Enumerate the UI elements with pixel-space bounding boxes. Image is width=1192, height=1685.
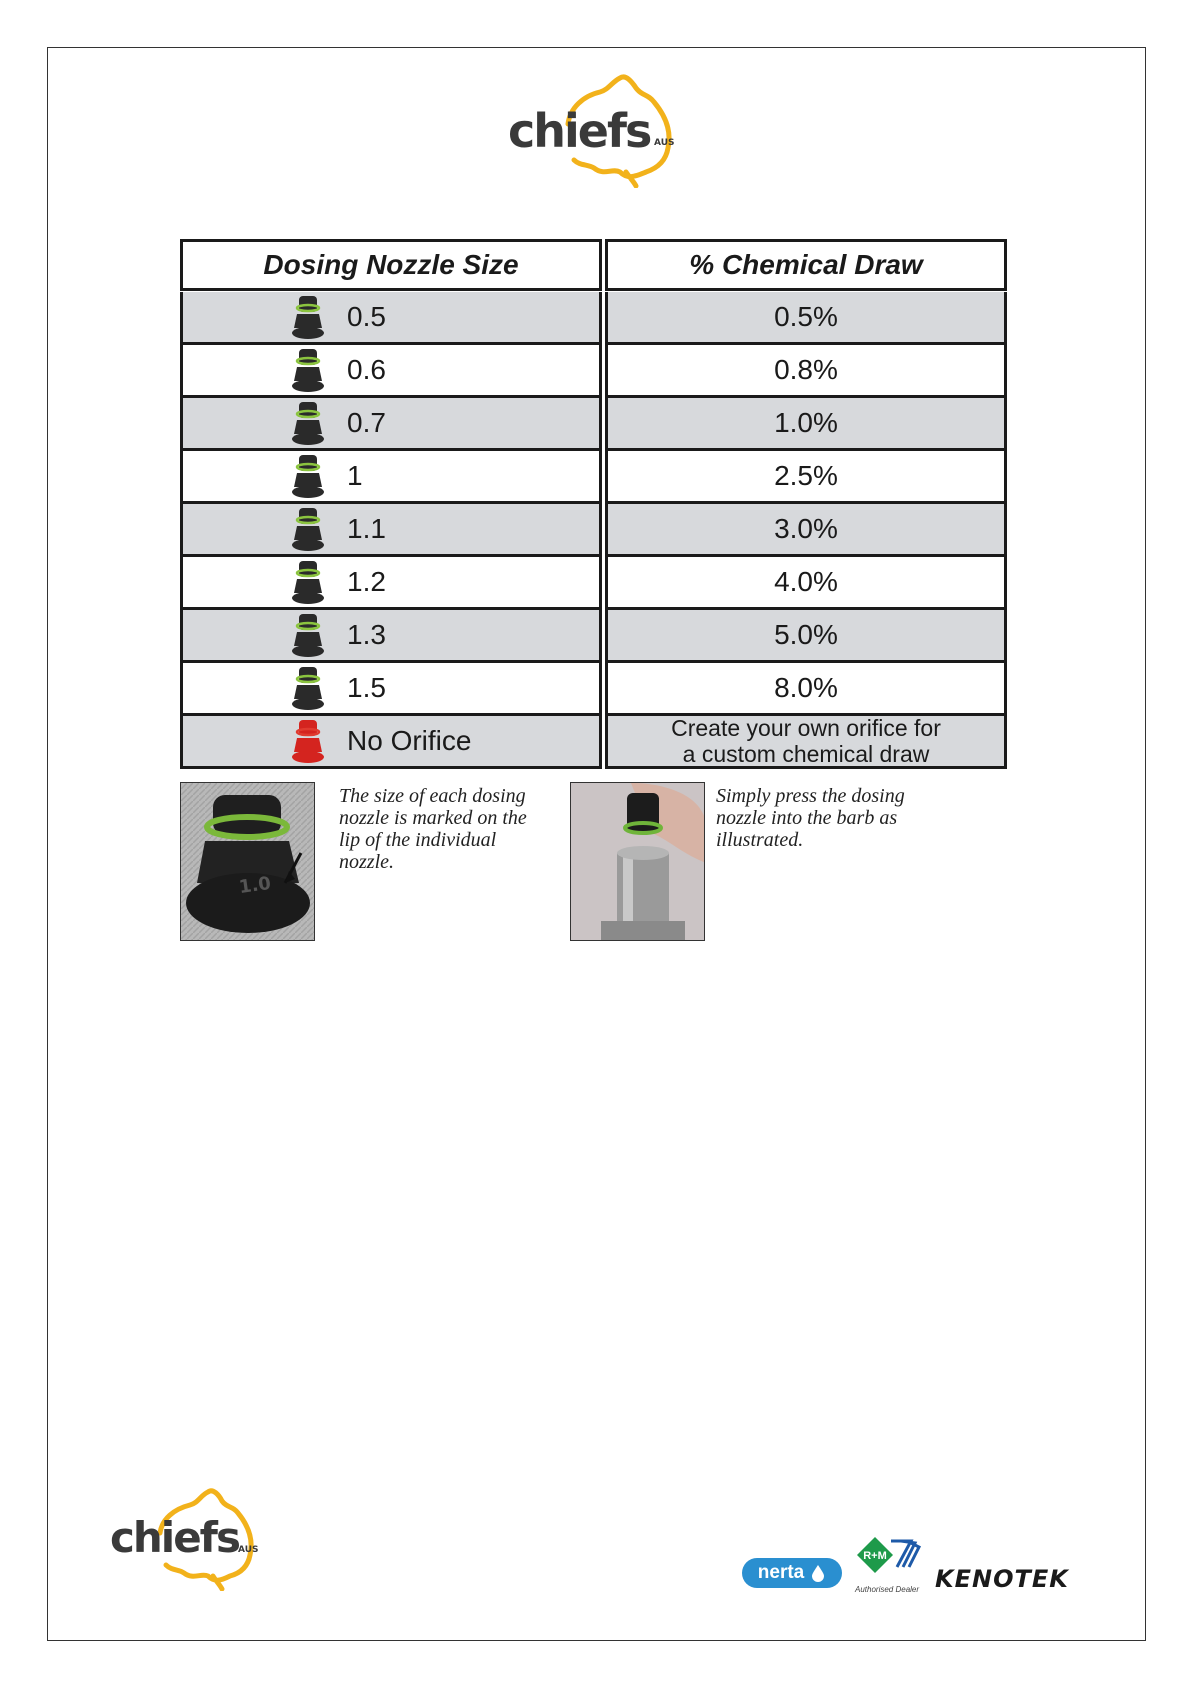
dosing-nozzle-icon xyxy=(291,294,325,340)
table-row xyxy=(180,398,1007,451)
nozzle-table xyxy=(180,239,1007,769)
table-row xyxy=(180,716,1007,769)
caption-line: nozzle. xyxy=(339,851,394,873)
header-size: Dosing Nozzle Size xyxy=(263,249,519,280)
draw-cell xyxy=(605,716,1007,769)
size-wrap xyxy=(291,557,386,607)
size-cell xyxy=(180,557,602,610)
footer-logo-region: AUS xyxy=(238,1545,259,1555)
size-wrap xyxy=(291,292,386,342)
nerta-wordmark: nerta xyxy=(757,1562,805,1583)
table-header-row xyxy=(180,239,1007,292)
header-draw: % Chemical Draw xyxy=(689,249,923,280)
size-wrap xyxy=(291,716,471,766)
svg-text:R+M: R+M xyxy=(863,1550,887,1562)
chiefs-logo-footer xyxy=(108,1483,268,1591)
nozzle-barb-photo xyxy=(570,782,705,941)
header-cell-draw xyxy=(605,239,1007,291)
logo-wordmark: chiefs xyxy=(508,104,651,158)
chemical-draw: 8.0% xyxy=(774,672,838,703)
draw-cell xyxy=(605,398,1007,451)
custom-draw-note xyxy=(671,715,941,767)
draw-cell xyxy=(605,557,1007,610)
table-row xyxy=(180,292,1007,345)
nozzle-size: 1.5 xyxy=(347,672,386,703)
draw-cell xyxy=(605,663,1007,716)
caption-line: nozzle is marked on the xyxy=(339,807,527,829)
table-row xyxy=(180,610,1007,663)
rm-diamond-icon xyxy=(853,1533,923,1585)
custom-draw-line: a custom chemical draw xyxy=(682,741,930,767)
draw-cell xyxy=(605,345,1007,398)
nozzle-size: 0.7 xyxy=(347,407,386,438)
table-row xyxy=(180,557,1007,610)
size-cell xyxy=(180,663,602,716)
footer-logo-wordmark: chiefs xyxy=(110,1513,239,1562)
water-drop-icon xyxy=(810,1564,826,1582)
size-wrap xyxy=(291,504,386,554)
caption-line: lip of the individual xyxy=(339,829,497,851)
size-cell xyxy=(180,292,602,345)
nozzle-size: 1.2 xyxy=(347,566,386,597)
nozzle-size: 0.6 xyxy=(347,354,386,385)
table-row xyxy=(180,345,1007,398)
custom-draw-line: Create your own orifice for xyxy=(671,715,941,741)
dosing-nozzle-icon xyxy=(291,400,325,446)
size-wrap xyxy=(291,663,386,713)
chemical-draw: 0.8% xyxy=(774,354,838,385)
nozzle-size: 1 xyxy=(347,460,363,491)
draw-cell xyxy=(605,610,1007,663)
chemical-draw: 2.5% xyxy=(774,460,838,491)
caption-press-nozzle xyxy=(716,785,905,851)
dosing-nozzle-icon xyxy=(291,347,325,393)
nozzle-size: No Orifice xyxy=(347,725,472,756)
rm-authorised-dealer-logo xyxy=(853,1533,923,1585)
dosing-nozzle-icon xyxy=(291,506,325,552)
chemical-draw: 3.0% xyxy=(774,513,838,544)
size-wrap xyxy=(291,610,386,660)
chemical-draw: 5.0% xyxy=(774,619,838,650)
header-cell-size xyxy=(180,239,602,291)
nozzle-size: 1.3 xyxy=(347,619,386,650)
dosing-nozzle-icon xyxy=(291,665,325,711)
size-cell xyxy=(180,398,602,451)
photo-nozzle-marking: 1.0 xyxy=(237,872,273,899)
dosing-nozzle-icon xyxy=(291,559,325,605)
caption-line: nozzle into the barb as xyxy=(716,807,898,829)
kenotek-logo: KENOTEK xyxy=(935,1565,1069,1593)
caption-line: illustrated. xyxy=(716,829,804,851)
size-cell xyxy=(180,345,602,398)
caption-nozzle-size xyxy=(339,785,527,873)
chemical-draw: 4.0% xyxy=(774,566,838,597)
chemical-draw: 1.0% xyxy=(774,407,838,438)
size-wrap xyxy=(291,451,363,501)
nozzle-marking-photo xyxy=(180,782,315,941)
size-cell xyxy=(180,610,602,663)
size-wrap xyxy=(291,345,386,395)
table-row xyxy=(180,663,1007,716)
caption-line: The size of each dosing xyxy=(339,785,526,807)
size-wrap xyxy=(291,398,386,448)
draw-cell xyxy=(605,292,1007,345)
red-nozzle-icon xyxy=(291,718,325,764)
nozzle-size: 1.1 xyxy=(347,513,386,544)
chiefs-logo-top xyxy=(508,68,688,188)
size-cell xyxy=(180,451,602,504)
size-cell xyxy=(180,716,602,769)
nozzle-size: 0.5 xyxy=(347,301,386,332)
draw-cell xyxy=(605,451,1007,504)
authorised-dealer-label: Authorised Dealer xyxy=(855,1585,920,1594)
table-row xyxy=(180,504,1007,557)
dosing-nozzle-icon xyxy=(291,453,325,499)
draw-cell xyxy=(605,504,1007,557)
nerta-logo xyxy=(742,1558,842,1588)
caption-line: Simply press the dosing xyxy=(716,785,905,807)
dosing-nozzle-icon xyxy=(291,612,325,658)
logo-region: AUS xyxy=(654,138,675,148)
chemical-draw: 0.5% xyxy=(774,301,838,332)
table-row xyxy=(180,451,1007,504)
size-cell xyxy=(180,504,602,557)
